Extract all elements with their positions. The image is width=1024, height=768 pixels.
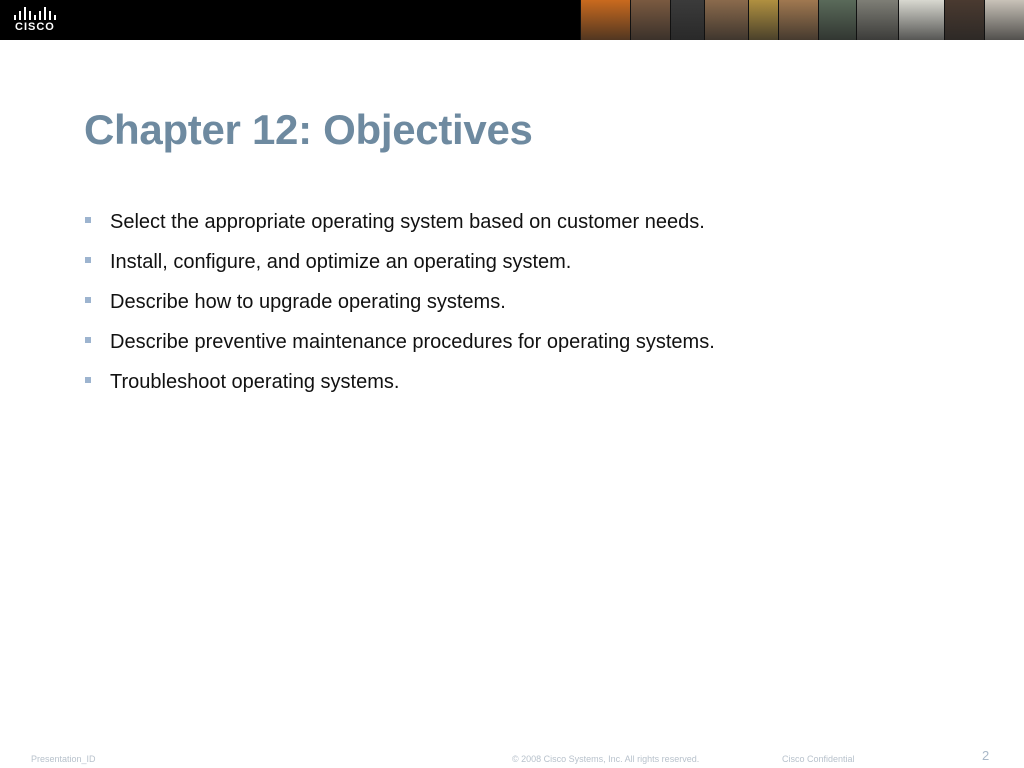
list-item	[84, 249, 715, 289]
footer-copyright: © 2008 Cisco Systems, Inc. All rights reserved.	[512, 754, 700, 764]
objectives-list	[84, 209, 715, 409]
list-item-text: Describe preventive maintenance procedures for operating systems.	[110, 331, 715, 353]
square-bullet-icon	[85, 337, 91, 343]
square-bullet-icon	[85, 217, 91, 223]
cisco-bridge-icon	[12, 6, 58, 20]
header-photo-tile	[630, 0, 670, 40]
list-item-text: Troubleshoot operating systems.	[110, 371, 400, 393]
header-banner	[0, 0, 1024, 40]
list-item	[84, 289, 715, 329]
list-item	[84, 329, 715, 369]
page-number: 2	[982, 748, 990, 763]
logo-text: CISCO	[15, 21, 55, 33]
header-photo-tile	[818, 0, 856, 40]
list-item-text: Install, configure, and optimize an operating system.	[110, 251, 572, 273]
list-item-text: Describe how to upgrade operating systems.	[110, 291, 506, 313]
photo-strip	[580, 0, 1024, 40]
header-photo-tile	[944, 0, 984, 40]
header-photo-tile	[748, 0, 778, 40]
list-item	[84, 209, 715, 249]
list-item	[84, 369, 715, 409]
slide-title: Chapter 12: Objectives	[84, 106, 533, 153]
header-photo-tile	[580, 0, 630, 40]
header-photo-tile	[984, 0, 1024, 40]
header-photo-tile	[704, 0, 748, 40]
header-photo-tile	[670, 0, 704, 40]
square-bullet-icon	[85, 377, 91, 383]
footer-confidential: Cisco Confidential	[782, 754, 855, 764]
header-photo-tile	[898, 0, 944, 40]
footer-presentation-id: Presentation_ID	[31, 754, 96, 764]
header-photo-tile	[856, 0, 898, 40]
cisco-logo	[10, 4, 60, 36]
header-photo-tile	[778, 0, 818, 40]
square-bullet-icon	[85, 297, 91, 303]
square-bullet-icon	[85, 257, 91, 263]
list-item-text: Select the appropriate operating system based on customer needs.	[110, 211, 705, 233]
